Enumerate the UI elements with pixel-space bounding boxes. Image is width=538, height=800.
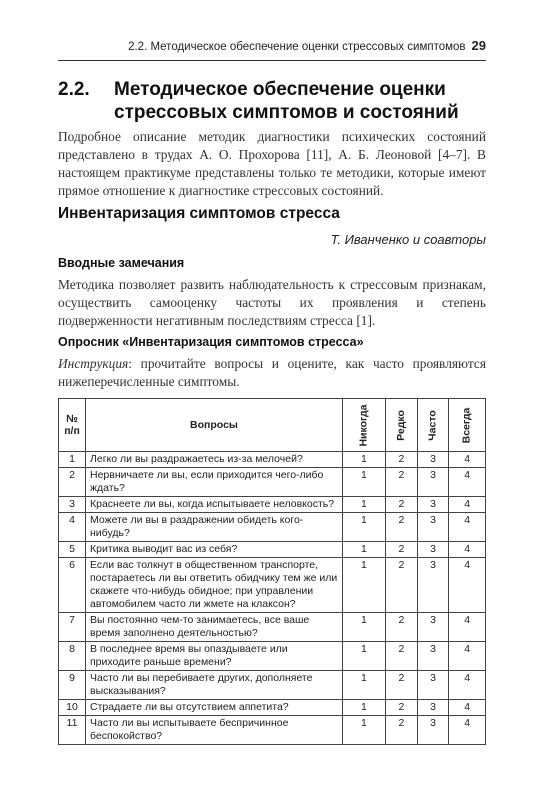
row-number: 6	[59, 558, 86, 613]
table-row	[59, 558, 486, 613]
col-header-never	[342, 399, 385, 452]
row-answer-rarely: 2	[385, 671, 417, 700]
table-row	[59, 613, 486, 642]
row-answer-rarely: 2	[385, 613, 417, 642]
col-header-often-label: Часто	[426, 409, 439, 441]
row-answer-always: 4	[449, 468, 486, 497]
section-number: 2.2.	[58, 79, 90, 100]
row-number: 11	[59, 716, 86, 745]
row-question: Краснеете ли вы, когда испытываете неловкость?	[86, 497, 343, 513]
row-answer-often: 3	[417, 716, 448, 745]
row-answer-never: 1	[342, 716, 385, 745]
instruction-text: : прочитайте вопросы и оцените, как часто проявляются нижеперечисленные симптомы.	[58, 356, 486, 389]
row-number: 7	[59, 613, 86, 642]
row-answer-always: 4	[449, 497, 486, 513]
row-answer-always: 4	[449, 542, 486, 558]
row-question: Если вас толкнут в общественном транспорте, постараетесь ли вы ответить обидчику тем же или скажете что-нибудь обидное; при управлении автомобилем часто ли жмете на клаксон?	[86, 558, 343, 613]
table-row	[59, 542, 486, 558]
row-answer-never: 1	[342, 700, 385, 716]
row-answer-never: 1	[342, 468, 385, 497]
col-header-num: № п/п	[59, 399, 86, 452]
row-answer-always: 4	[449, 716, 486, 745]
col-header-always	[449, 399, 486, 452]
col-header-never-label: Никогда	[357, 403, 370, 447]
row-answer-often: 3	[417, 513, 448, 542]
row-number: 10	[59, 700, 86, 716]
row-answer-always: 4	[449, 671, 486, 700]
table-row	[59, 468, 486, 497]
instruction-label: Инструкция	[58, 356, 129, 371]
col-header-rarely	[385, 399, 417, 452]
row-question: Легко ли вы раздражаетесь из-за мелочей?	[86, 452, 343, 468]
row-answer-rarely: 2	[385, 716, 417, 745]
row-question: Часто ли вы испытываете беспричинное беспокойство?	[86, 716, 343, 745]
subsection-title: Инвентаризация симптомов стресса	[58, 205, 340, 222]
row-number: 1	[59, 452, 86, 468]
row-question: Страдаете ли вы отсутствием аппетита?	[86, 700, 343, 716]
row-answer-often: 3	[417, 558, 448, 613]
col-header-often	[417, 399, 448, 452]
row-answer-rarely: 2	[385, 468, 417, 497]
row-answer-rarely: 2	[385, 558, 417, 613]
row-answer-never: 1	[342, 452, 385, 468]
page-number: 29	[471, 38, 486, 53]
row-answer-never: 1	[342, 513, 385, 542]
header-rule	[58, 60, 486, 61]
row-question: Вы постоянно чем-то занимаетесь, все ваше время заполнено деятельностью?	[86, 613, 343, 642]
row-answer-never: 1	[342, 613, 385, 642]
intro-remarks-text: Методика позволяет развить наблюдательность к стрессовым признакам, осуществить самооценку частоты их проявления и степень подверженности негативным последствиям стресса [1].	[58, 277, 486, 328]
row-answer-often: 3	[417, 700, 448, 716]
table-row	[59, 452, 486, 468]
row-answer-often: 3	[417, 468, 448, 497]
row-answer-always: 4	[449, 700, 486, 716]
table-row	[59, 497, 486, 513]
section-title-text: Методическое обеспечение оценки стрессовых симптомов и состояний	[114, 79, 459, 123]
row-answer-never: 1	[342, 542, 385, 558]
questionnaire-table	[58, 398, 486, 745]
running-head	[58, 38, 486, 53]
table-row	[59, 513, 486, 542]
row-answer-often: 3	[417, 542, 448, 558]
row-question: В последнее время вы опаздываете или приходите раньше времени?	[86, 642, 343, 671]
table-row	[59, 671, 486, 700]
section-title	[58, 78, 486, 124]
instruction	[58, 355, 486, 391]
intro-remarks-heading: Вводные замечания	[58, 256, 185, 270]
row-answer-always: 4	[449, 642, 486, 671]
row-number: 8	[59, 642, 86, 671]
row-number: 3	[59, 497, 86, 513]
row-answer-rarely: 2	[385, 513, 417, 542]
row-answer-always: 4	[449, 613, 486, 642]
row-answer-often: 3	[417, 642, 448, 671]
row-question: Можете ли вы в раздражении обидеть кого-нибудь?	[86, 513, 343, 542]
row-number: 9	[59, 671, 86, 700]
row-answer-often: 3	[417, 452, 448, 468]
row-answer-never: 1	[342, 642, 385, 671]
authors: Т. Иванченко и соавторы	[330, 232, 486, 247]
table-row	[59, 716, 486, 745]
row-answer-rarely: 2	[385, 542, 417, 558]
row-answer-rarely: 2	[385, 700, 417, 716]
table-header-row	[59, 399, 486, 452]
row-question: Критика выводит вас из себя?	[86, 542, 343, 558]
row-answer-rarely: 2	[385, 497, 417, 513]
row-question: Часто ли вы перебиваете других, дополняете высказывания?	[86, 671, 343, 700]
intro-paragraph: Подробное описание методик диагностики психических состояний представлено в трудах А. О. Прохорова [11], А. Б. Леоновой [4–7]. В настоящем практикуме представлены только те методики, которые имеют прямое отношение к диагностике стрессовых состояний.	[58, 129, 486, 198]
row-answer-always: 4	[449, 452, 486, 468]
row-answer-always: 4	[449, 558, 486, 613]
row-number: 5	[59, 542, 86, 558]
row-number: 4	[59, 513, 86, 542]
running-head-title: 2.2. Методическое обеспечение оценки стрессовых симптомов	[128, 41, 466, 53]
table-row	[59, 700, 486, 716]
row-answer-never: 1	[342, 558, 385, 613]
row-answer-never: 1	[342, 497, 385, 513]
row-answer-always: 4	[449, 513, 486, 542]
questionnaire-heading: Опросник «Инвентаризация симптомов стресса»	[58, 335, 364, 349]
row-answer-often: 3	[417, 671, 448, 700]
table-row	[59, 642, 486, 671]
row-question: Нервничаете ли вы, если приходится чего-либо ждать?	[86, 468, 343, 497]
row-answer-often: 3	[417, 497, 448, 513]
col-header-question: Вопросы	[86, 399, 343, 452]
col-header-rarely-label: Редко	[394, 409, 407, 441]
row-answer-often: 3	[417, 613, 448, 642]
row-answer-never: 1	[342, 671, 385, 700]
row-number: 2	[59, 468, 86, 497]
row-answer-rarely: 2	[385, 452, 417, 468]
col-header-always-label: Всегда	[460, 407, 473, 443]
row-answer-rarely: 2	[385, 642, 417, 671]
